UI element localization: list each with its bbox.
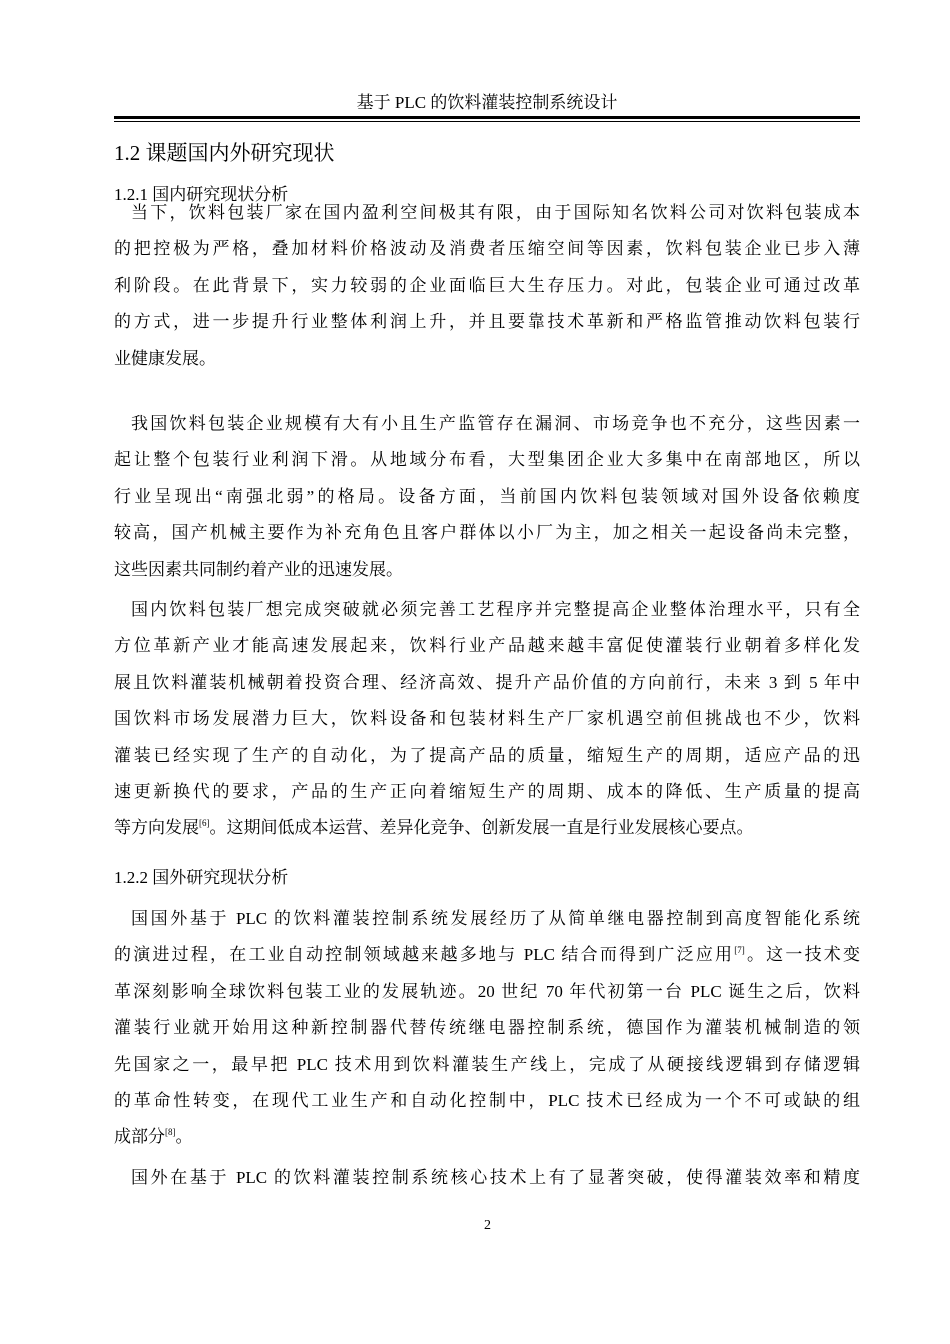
text-line xyxy=(114,195,860,231)
running-header: 基于 PLC 的饮料灌装控制系统设计 xyxy=(356,93,618,112)
subsection-heading-foreign: 1.2.2 国外研究现状分析 xyxy=(114,868,289,887)
text-line xyxy=(114,810,860,846)
text-line xyxy=(114,268,860,304)
text-line xyxy=(114,515,860,551)
text-line xyxy=(114,552,860,588)
line-text: 方位革新产业才能高速发展起来，饮料行业产品越来越丰富促使灌装行业朝着多样化发 xyxy=(114,636,860,656)
line-text: 的演进过程，在工业自动控制领域越来越多地与 PLC 结合而得到广泛应用 xyxy=(114,945,735,965)
line-text: 业健康发展。 xyxy=(114,348,216,368)
line-text: 利阶段。在此背景下，实力较弱的企业面临巨大生存压力。对此，包装企业可通过改革 xyxy=(114,275,860,295)
text-line xyxy=(114,1083,860,1119)
line-text: 起让整个包装行业利润下滑。从地域分布看，大型集团企业大多集中在南部地区，所以 xyxy=(114,450,860,470)
citation-superscript: [6] xyxy=(199,818,210,829)
line-text: 灌装行业就开始用这种新控制器代替传统继电器控制系统，德国作为灌装机械制造的领 xyxy=(114,1018,860,1038)
line-text: 的革命性转变，在现代工业生产和自动化控制中，PLC 技术已经成为一个不可或缺的组 xyxy=(114,1090,860,1110)
line-text: 等方向发展 xyxy=(114,818,199,838)
line-text: 灌装已经实现了生产的自动化，为了提高产品的质量，缩短生产的周期，适应产品的迅 xyxy=(114,745,860,765)
text-line xyxy=(114,1010,860,1046)
line-text: 我国饮料包装企业规模有大有小且生产监管存在漏洞、市场竞争也不充分，这些因素一 xyxy=(131,414,860,433)
paragraph xyxy=(114,406,860,588)
text-line xyxy=(114,901,860,937)
line-text: 。 xyxy=(175,1127,193,1147)
text-line xyxy=(114,1160,860,1196)
text-line xyxy=(114,738,860,774)
line-text: 当下，饮料包装厂家在国内盈利空间极其有限，由于国际知名饮料公司对饮料包装成本 xyxy=(131,203,860,222)
line-text: 国外在基于 PLC 的饮料灌装控制系统核心技术上有了显著突破，使得灌装效率和精度 xyxy=(131,1168,860,1187)
line-text: 革深刻影响全球饮料包装工业的发展轨迹。20 世纪 70 年代初第一台 PLC 诞生之后，饮料 xyxy=(114,981,860,1001)
line-text: 国内饮料包装厂想完成突破就必须完善工艺程序并完整提高企业整体治理水平，只有全 xyxy=(131,600,860,619)
line-text: 这些因素共同制约着产业的迅速发展。 xyxy=(114,559,403,579)
paragraph xyxy=(114,195,860,377)
line-text: 行业呈现出“南强北弱”的格局。设备方面，当前国内饮料包装领域对国外设备依赖度 xyxy=(114,486,860,506)
text-line xyxy=(114,665,860,701)
subsection-heading-domestic: 1.2.1 国内研究现状分析 xyxy=(114,185,289,204)
text-line xyxy=(114,341,860,377)
text-line xyxy=(114,479,860,515)
text-line xyxy=(114,231,860,267)
paragraph xyxy=(114,592,860,847)
text-line xyxy=(114,774,860,810)
text-line xyxy=(114,1047,860,1083)
text-line xyxy=(114,628,860,664)
line-text: 展且饮料灌装机械朝着投资合理、经济高效、提升产品价值的方向前行，未来 3 到 5 年中 xyxy=(114,672,860,692)
line-text: 成部分 xyxy=(114,1127,165,1147)
line-text: 先国家之一，最早把 PLC 技术用到饮料灌装生产线上，完成了从硬接线逻辑到存储逻辑 xyxy=(114,1054,860,1074)
text-line xyxy=(114,304,860,340)
line-text: 的把控极为严格，叠加材料价格波动及消费者压缩空间等因素，饮料包装企业已步入薄 xyxy=(114,239,860,259)
citation-superscript: [8] xyxy=(165,1127,176,1138)
header-rule-thick xyxy=(114,116,860,119)
text-line xyxy=(114,592,860,628)
line-text: 国国外基于 PLC 的饮料灌装控制系统发展经历了从简单继电器控制到高度智能化系统 xyxy=(131,909,860,928)
text-line xyxy=(114,1119,860,1155)
header-rule-thin xyxy=(114,121,860,122)
line-text: 的方式，进一步提升行业整体利润上升，并且要靠技术革新和严格监管推动饮料包装行 xyxy=(114,312,860,332)
text-line xyxy=(114,442,860,478)
citation-superscript: [7] xyxy=(734,945,745,956)
paragraph xyxy=(114,901,860,1156)
line-text: 。这期间低成本运营、差异化竞争、创新发展一直是行业发展核心要点。 xyxy=(209,818,754,838)
page-number: 2 xyxy=(484,1218,491,1233)
line-text: 国饮料市场发展潜力巨大，饮料设备和包装材料生产厂家机遇空前但挑战也不少，饮料 xyxy=(114,709,860,729)
line-text: 较高，国产机械主要作为补充角色且客户群体以小厂为主，加之相关一起设备尚未完整， xyxy=(114,523,860,543)
section-heading: 1.2 课题国内外研究现状 xyxy=(114,141,335,165)
paragraph xyxy=(114,1160,860,1196)
text-line xyxy=(114,701,860,737)
line-text: 速更新换代的要求，产品的生产正向着缩短生产的周期、成本的降低、生产质量的提高 xyxy=(114,781,860,801)
line-text: 。这一技术变 xyxy=(744,945,860,965)
text-line xyxy=(114,406,860,442)
text-line xyxy=(114,937,860,973)
text-line xyxy=(114,974,860,1010)
